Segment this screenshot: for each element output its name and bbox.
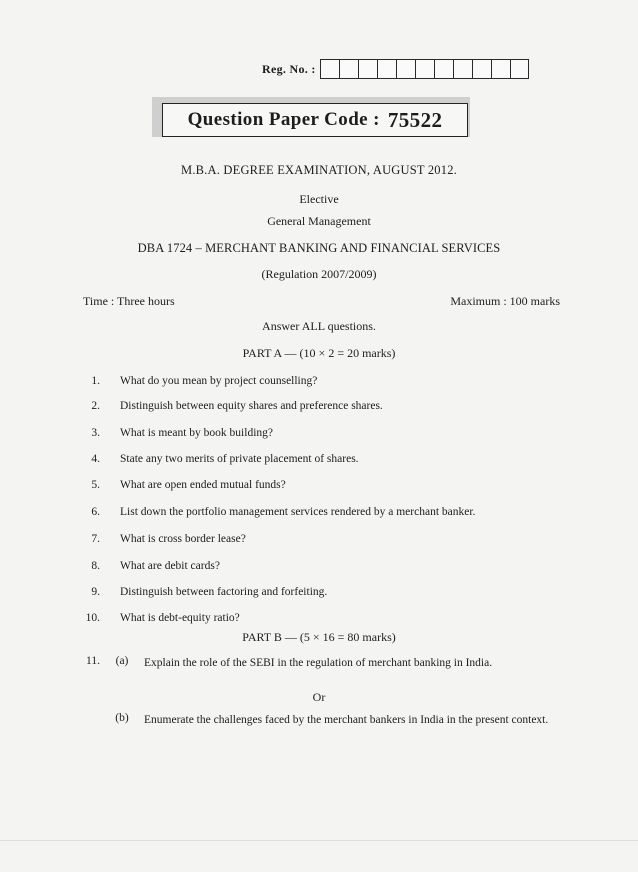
course-title: DBA 1724 – MERCHANT BANKING AND FINANCIAL SERVICES — [137, 241, 501, 255]
question-number: 2. — [91, 400, 100, 412]
question-text: What is cross border lease? — [120, 533, 246, 545]
reg-no-label: Reg. No. : — [262, 62, 316, 76]
reg-no-digit-box[interactable] — [472, 59, 491, 79]
question-code-value: 75522 — [387, 107, 443, 132]
question-text: What is debt-equity ratio? — [120, 612, 240, 624]
question-number: 9. — [91, 586, 100, 598]
question-number: 4. — [91, 453, 100, 465]
question-text: Distinguish between equity shares and preference shares. — [120, 400, 383, 412]
reg-no-boxes — [320, 59, 529, 79]
sub-label-a: (a) — [115, 655, 129, 667]
time-label: Time : Three hours — [83, 294, 175, 308]
question-row — [74, 612, 240, 624]
question-number: 8. — [91, 560, 100, 572]
reg-no-digit-box[interactable] — [377, 59, 396, 79]
question-code-label: Question Paper Code : — [187, 109, 380, 130]
part-a-heading: PART A — (10 × 2 = 20 marks) — [242, 346, 396, 360]
question-text: Distinguish between factoring and forfeiting. — [120, 586, 328, 598]
reg-no-digit-box[interactable] — [434, 59, 453, 79]
maximum-marks: Maximum : 100 marks — [450, 294, 560, 308]
exam-title: M.B.A. DEGREE EXAMINATION, AUGUST 2012. — [181, 163, 457, 177]
question-text: What do you mean by project counselling? — [120, 375, 318, 387]
reg-no-digit-box[interactable] — [510, 59, 529, 79]
elective-label: Elective — [299, 192, 339, 206]
question-number: 10. — [85, 612, 100, 624]
reg-no-digit-box[interactable] — [415, 59, 434, 79]
instruction: Answer ALL questions. — [262, 319, 376, 333]
reg-no-digit-box[interactable] — [453, 59, 472, 79]
question-text: What is meant by book building? — [120, 427, 273, 439]
question-row — [74, 453, 359, 465]
sub-label-b: (b) — [115, 712, 129, 724]
reg-no-digit-box[interactable] — [320, 59, 339, 79]
question-number: 6. — [91, 506, 100, 518]
question-row — [74, 427, 273, 439]
question-11b — [74, 712, 564, 728]
question-row — [74, 375, 317, 387]
question-text: State any two merits of private placement of shares. — [120, 453, 359, 465]
regulation-label: (Regulation 2007/2009) — [261, 267, 377, 281]
question-number: 1. — [91, 375, 100, 387]
question-code-box — [162, 103, 468, 137]
question-text: What are open ended mutual funds? — [120, 479, 286, 491]
question-text: What are debit cards? — [120, 560, 220, 572]
or-separator: Or — [312, 690, 326, 704]
question-number: 11. — [86, 655, 100, 667]
question-text: List down the portfolio management services rendered by a merchant banker. — [120, 506, 476, 518]
reg-no-digit-box[interactable] — [339, 59, 358, 79]
part-b-heading: PART B — (5 × 16 = 80 marks) — [242, 630, 396, 644]
question-row — [74, 506, 475, 518]
question-11a — [74, 655, 564, 671]
question-number: 5. — [91, 479, 100, 491]
question-number: 3. — [91, 427, 100, 439]
reg-no-digit-box[interactable] — [396, 59, 415, 79]
question-text: Enumerate the challenges faced by the merchant bankers in India in the present context. — [144, 714, 549, 726]
scan-artifact-line — [0, 840, 638, 841]
question-row — [74, 400, 383, 412]
question-row — [74, 479, 286, 491]
question-row — [74, 560, 220, 572]
question-row — [74, 533, 246, 545]
reg-no-digit-box[interactable] — [358, 59, 377, 79]
reg-no-digit-box[interactable] — [491, 59, 510, 79]
question-row — [74, 586, 327, 598]
question-text: Explain the role of the SEBI in the regulation of merchant banking in India. — [144, 657, 493, 669]
stream-label: General Management — [267, 214, 371, 228]
question-number: 7. — [91, 533, 100, 545]
